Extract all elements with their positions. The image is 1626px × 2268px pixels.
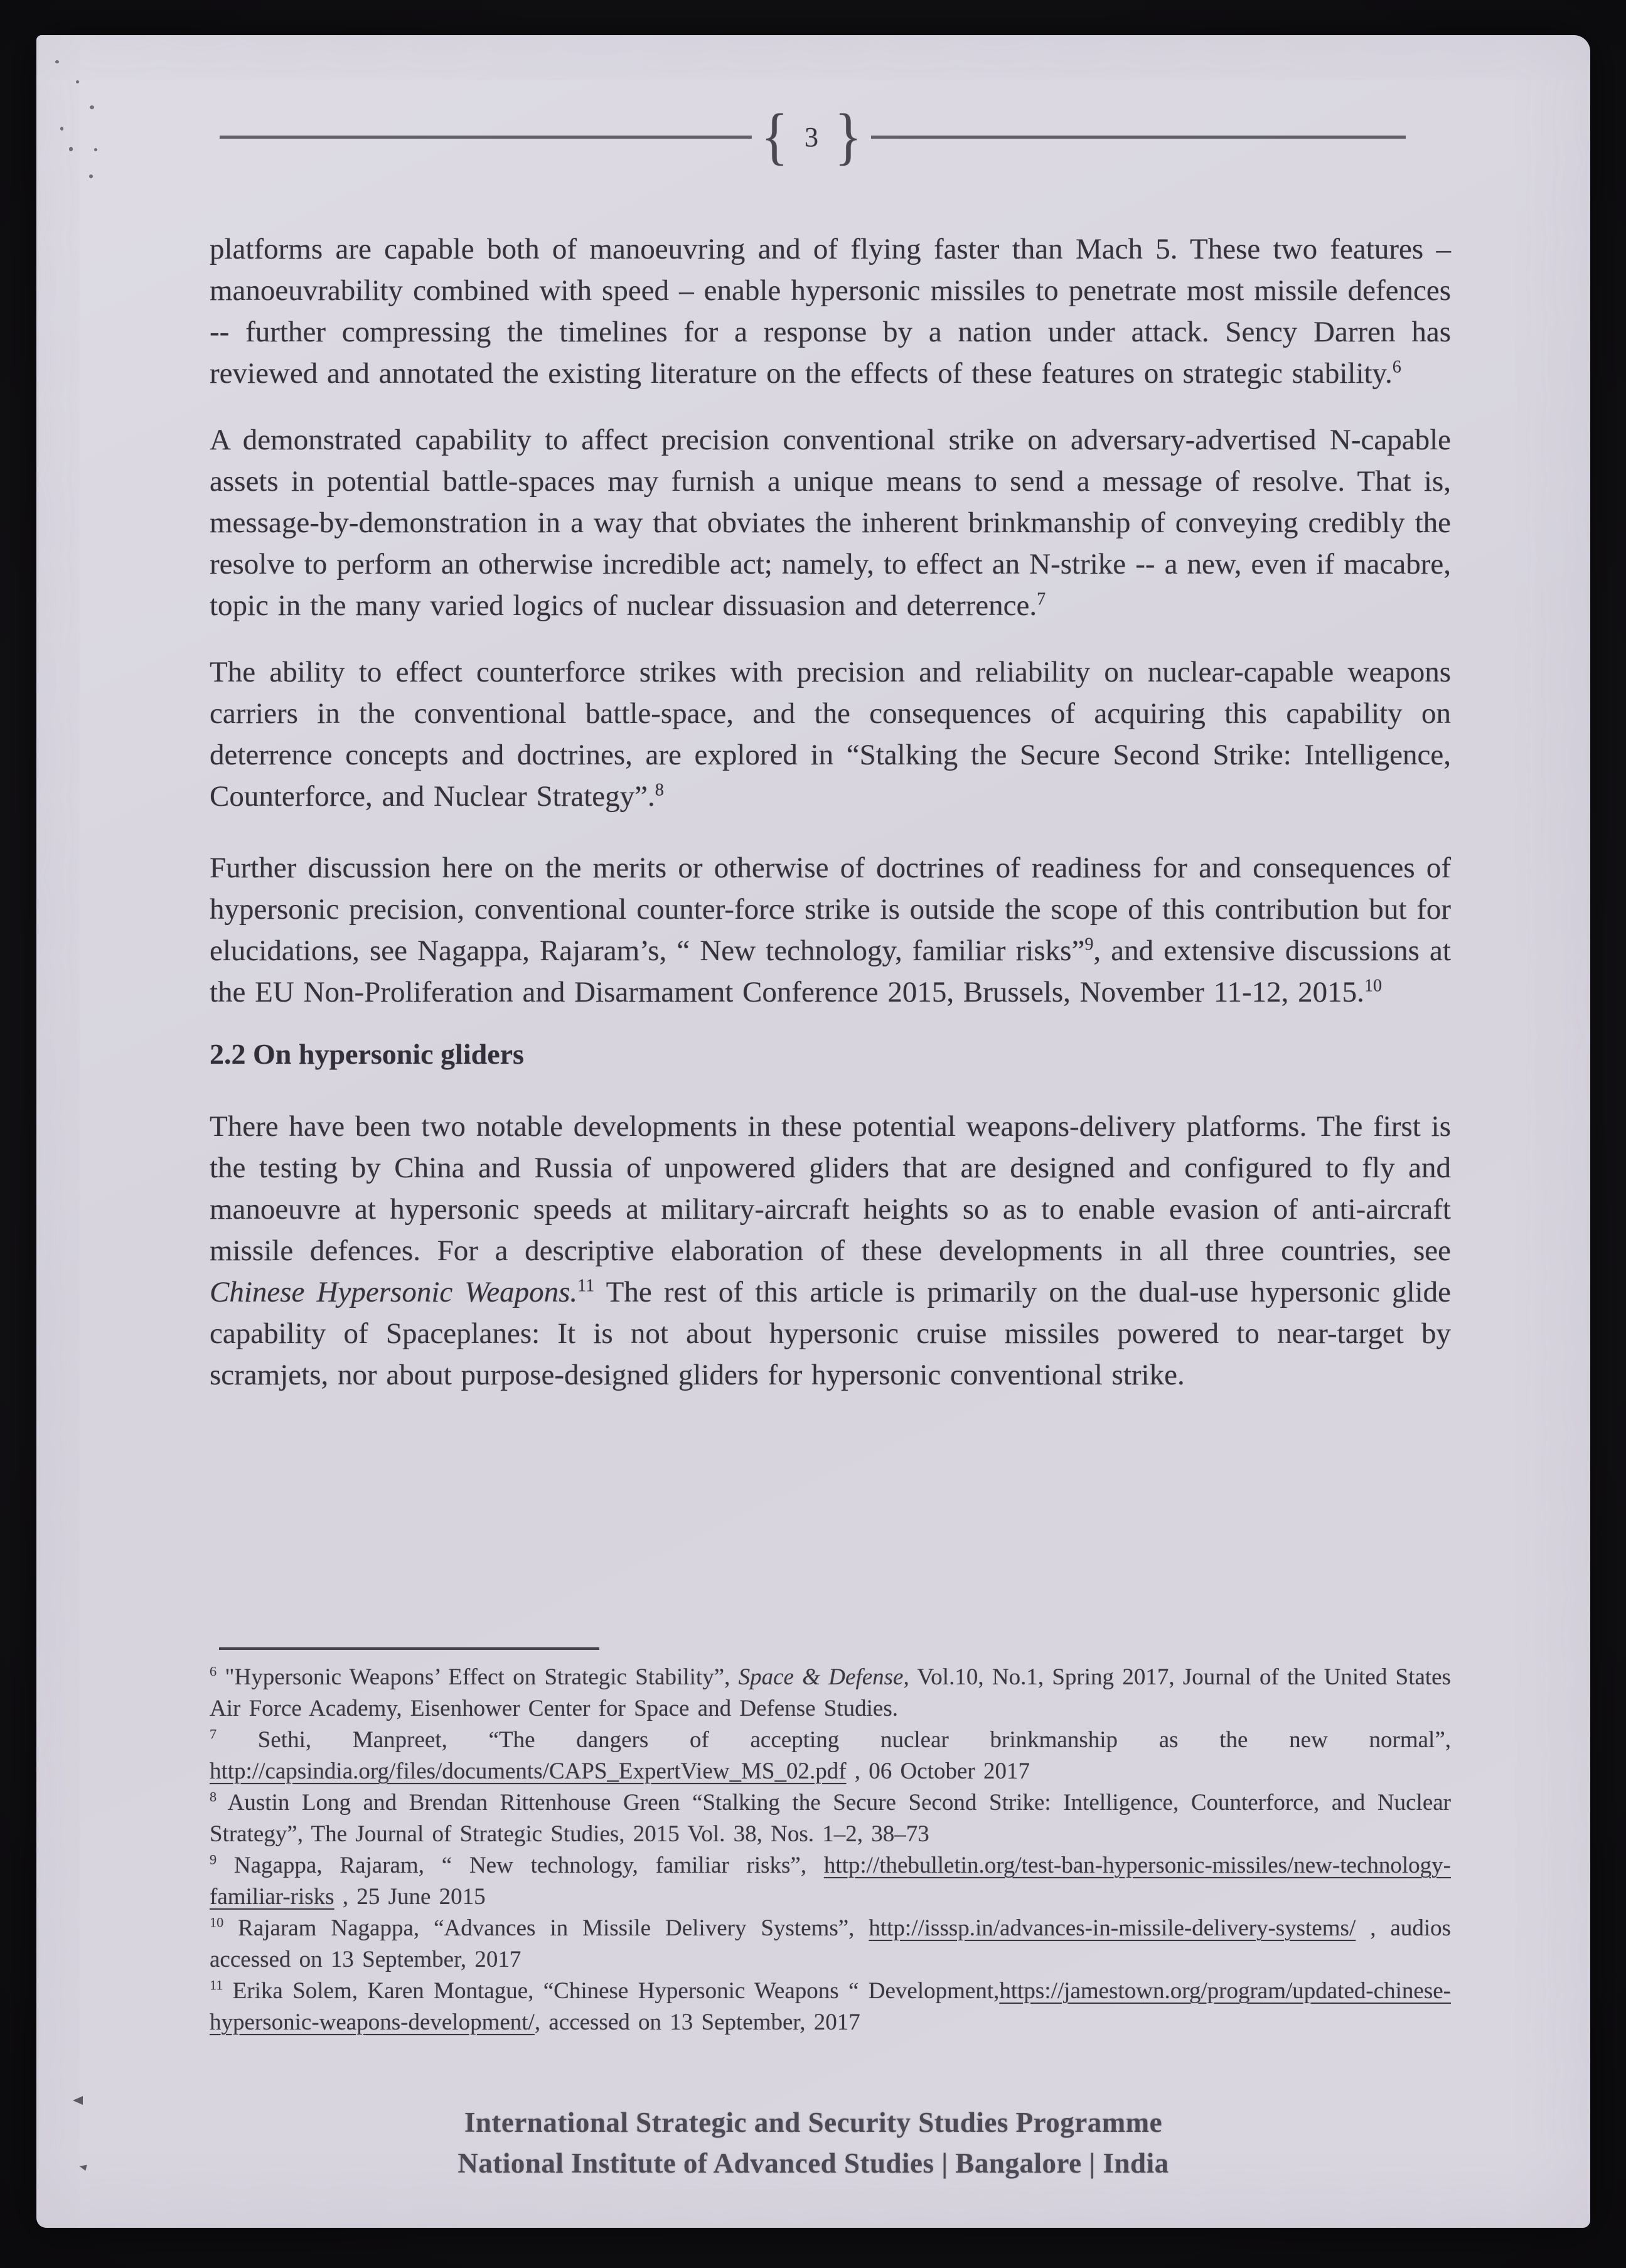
page-number: 3 (805, 121, 818, 152)
section-heading: 2.2 On hypersonic gliders (210, 1038, 524, 1070)
paragraph-1: platforms are capable both of manoeuvring and of flying faster than Mach 5. These two features – manoeuvrability combined with speed – enable hypersonic missiles to penetrate most missile defences -- further compressing the timelines for a response by a nation under attack. Sency Darren has reviewed and annotated the existing literature on the effects of these features on strategic stability.$^6$ (210, 233, 1451, 390)
header-rule-right (871, 136, 1406, 139)
footnote-8-marker: 8 (210, 1789, 217, 1805)
footnote-9-marker: 9 (210, 1851, 217, 1868)
footnote-9 (210, 1850, 1451, 1913)
footnote-6 (210, 1662, 1451, 1725)
footnote-7-marker: 7 (210, 1726, 217, 1742)
footnote-11-text: Erika Solem, Karen Montague, “Chinese Hypersonic Weapons “ Development,https://jamestown.org/program/updated-chinese-hypersonic-weapons-development/, accessed on 13 September, 2017 (210, 1978, 1451, 2035)
footnote-6-text: "Hypersonic Weapons’ Effect on Strategic Stability”, Space & Defense, Vol.10, No.1, Spring 2017, Journal of the United States Air Force Academy, Eisenhower Center for Space and Defense Studies. (210, 1664, 1451, 1721)
paragraph-3: The ability to effect counterforce strikes with precision and reliability on nuclear-capable weapons carriers in the conventional battle-space, and the consequences of acquiring this capability on deterrence concepts and doctrines, are explored in “Stalking the Secure Second Strike: Intelligence, Counterforce, and Nuclear Strategy”.$^8$ (210, 656, 1451, 813)
scan-artifact-mark (73, 2096, 83, 2105)
footnote-separator-rule (219, 1647, 599, 1650)
footnote-10-marker: 10 (210, 1914, 224, 1930)
paragraph-4: Further discussion here on the merits or otherwise of doctrines of readiness for and consequences of hypersonic precision, conventional counter-force strike is outside the scope of this contribution but for elucidations, see Nagappa, Rajaram’s, “ New technology, familiar risks”$^9$, and extensive discussions at the EU Non-Proliferation and Disarmament Conference 2015, Brussels, November 11-12, 2015.10 (210, 852, 1451, 1008)
footnote-8-text: Austin Long and Brendan Rittenhouse Green “Stalking the Secure Second Strike: Intelligence, Counterforce, and Nuclear Strategy”, The Journal of Strategic Studies, 2015 Vol. 38, Nos. 1–2, 38–73 (210, 1790, 1451, 1847)
footnote-11 (210, 1976, 1451, 2038)
footnote-7-text: Sethi, Manpreet, “The dangers of accepting nuclear brinkmanship as the new normal”, http://capsindia.org/files/documents/CAPS_ExpertView_MS_02.pdf , 06 October 2017 (210, 1727, 1451, 1784)
scan-artifact-speck (69, 147, 73, 151)
header-rule-left (220, 136, 752, 139)
scan-artifact-speck (55, 60, 59, 63)
scan-artifact-speck (90, 105, 94, 109)
scan-artifact-speck (60, 127, 63, 131)
footnote-10 (210, 1913, 1451, 1976)
page-footer (36, 2102, 1590, 2184)
footnote-10-text: Rajaram Nagappa, “Advances in Missile Delivery Systems”, http://isssp.in/advances-in-missile-delivery-systems/ , audios accessed on 13 September, 2017 (210, 1915, 1451, 1972)
footnote-7 (210, 1725, 1451, 1787)
scan-artifact-speck (89, 174, 93, 178)
footnote-6-marker: 6 (210, 1663, 217, 1679)
footer-line-1: International Strategic and Security Studies Programme (464, 2107, 1163, 2138)
scan-artifact-speck (94, 148, 97, 151)
footnote-9-text: Nagappa, Rajaram, “ New technology, familiar risks”, http://thebulletin.org/test-ban-hypersonic-missiles/new-technology-familiar-risks , 25 June 2015 (210, 1853, 1451, 1910)
footnotes-section (210, 1662, 1451, 2038)
document-page (36, 35, 1590, 2228)
footnote-8 (210, 1787, 1451, 1850)
right-brace-glyph: } (835, 102, 862, 171)
body-text (210, 228, 1451, 1396)
scan-artifact-speck (76, 80, 79, 83)
left-brace-glyph: { (761, 102, 788, 171)
paragraph-2: A demonstrated capability to affect precision conventional strike on adversary-advertised N-capable assets in potential battle-spaces may furnish a unique means to send a message of resolve. That is, message-by-demonstration in a way that obviates the inherent brinkmanship of conveying credibly the resolve to perform an otherwise incredible act; namely, to effect an N-strike -- a new, even if macabre, topic in the many varied logics of nuclear dissuasion and deterrence.$^7$ (210, 424, 1451, 622)
footer-line-2: National Institute of Advanced Studies | Bangalore | India (457, 2148, 1169, 2179)
page-header (36, 93, 1590, 181)
footnote-11-marker: 11 (210, 1977, 223, 1993)
page-number-ornament (752, 102, 871, 171)
paragraph-5: There have been two notable developments in these potential weapons-delivery platforms. The first is the testing by China and Russia of unpowered gliders that are designed and configured to fly and manoeuvre at hypersonic speeds at military-aircraft heights so as to enable evasion of anti-aircraft missile defences. For a descriptive elaboration of these developments in all three countries, see Chinese Hypersonic Weapons.$^{11}$ The rest of this article is primarily on the dual-use hypersonic glide capability of Spaceplanes: It is not about hypersonic cruise missiles powered to near-target by scramjets, nor about purpose-designed gliders for hypersonic conventional strike. (210, 1110, 1451, 1391)
